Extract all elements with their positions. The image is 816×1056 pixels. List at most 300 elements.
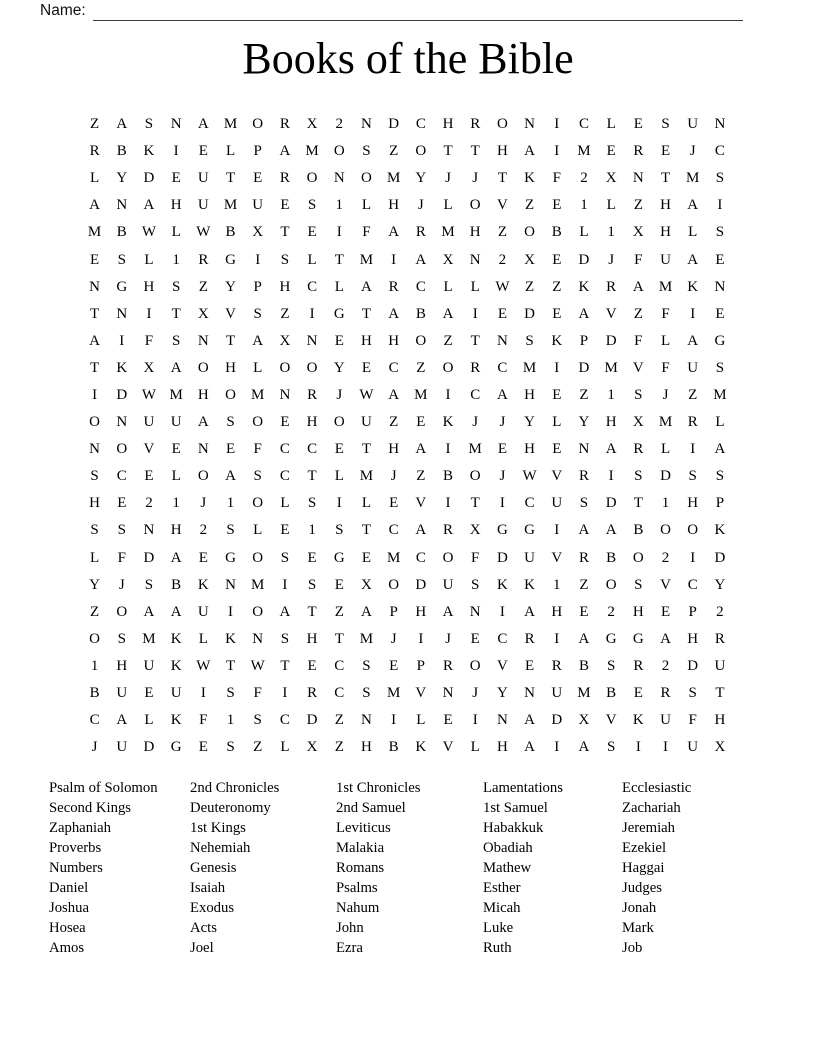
grid-cell: E [361, 359, 372, 376]
grid-cell: F [634, 332, 643, 349]
grid-cell: C [89, 712, 100, 729]
grid-cell: M [169, 386, 183, 403]
grid-cell: D [415, 576, 427, 593]
grid-cell: S [226, 739, 235, 756]
word-list-item: Psalm of Solomon [49, 780, 158, 796]
grid-cell: O [116, 603, 128, 620]
grid-cell: O [660, 522, 671, 539]
grid-cell: N [225, 576, 236, 593]
grid-cell: 1 [172, 495, 180, 512]
word-list-item: Nahum [336, 899, 380, 916]
grid-cell: I [445, 495, 451, 512]
grid-cell: Y [578, 414, 590, 431]
grid-cell: U [714, 657, 726, 674]
word-list-item: Isaiah [190, 879, 226, 896]
grid-cell: Z [688, 386, 698, 403]
grid-cell: A [687, 332, 699, 349]
grid-cell: J [608, 251, 615, 268]
grid-cell: M [223, 116, 238, 133]
grid-cell: I [309, 305, 315, 322]
grid-cell: G [333, 549, 345, 566]
grid-cell: E [307, 657, 317, 674]
grid-cell: O [469, 657, 481, 674]
grid-cell: K [116, 359, 128, 376]
grid-cell: W [141, 224, 157, 241]
grid-cell: X [442, 251, 454, 268]
grid-cell: F [471, 549, 480, 566]
word-list-column [336, 779, 420, 958]
grid-cell: R [198, 251, 209, 268]
grid-cell: A [170, 549, 182, 566]
grid-cell: S [253, 468, 262, 485]
word-list-column [622, 779, 691, 958]
grid-cell: O [388, 576, 400, 593]
grid-cell: D [388, 116, 400, 133]
grid-cell: S [90, 468, 99, 485]
grid-cell: O [469, 197, 481, 214]
grid-cell: E [253, 170, 263, 187]
name-underline [93, 5, 743, 21]
grid-cell: E [552, 386, 562, 403]
grid-cell: U [116, 739, 128, 756]
grid-cell: N [197, 332, 209, 349]
grid-cell: E [198, 549, 208, 566]
grid-cell: 1 [607, 224, 615, 241]
grid-cell: P [253, 278, 262, 295]
grid-cell: G [225, 251, 236, 268]
grid-cell: O [252, 495, 264, 512]
grid-cell: D [714, 549, 726, 566]
word-list-item: Ecclesiastic [622, 780, 692, 796]
grid-cell: R [89, 143, 100, 160]
grid-cell: A [415, 441, 427, 458]
grid-cell: I [228, 603, 234, 620]
grid-cell: M [251, 576, 265, 593]
grid-cell: N [279, 386, 291, 403]
grid-cell: Z [334, 739, 344, 756]
grid-cell: T [660, 170, 671, 187]
grid-cell: Z [525, 278, 535, 295]
grid-cell: A [89, 197, 101, 214]
grid-cell: S [715, 224, 725, 241]
grid-cell: L [470, 278, 480, 295]
grid-cell: K [578, 278, 590, 295]
grid-cell: 1 [661, 495, 670, 512]
word-list-item: Proverbs [49, 839, 102, 856]
grid-cell: J [472, 414, 479, 431]
grid-cell: M [577, 143, 591, 160]
grid-cell: O [469, 468, 481, 485]
grid-cell: H [660, 224, 671, 241]
grid-cell: O [197, 468, 209, 485]
grid-cell: U [687, 739, 699, 756]
word-list-item: Joshua [49, 899, 89, 916]
grid-cell: D [143, 739, 155, 756]
grid-cell: M [359, 468, 374, 485]
grid-cell: L [443, 197, 453, 214]
word-list-item: Nehemiah [190, 839, 251, 856]
grid-cell: P [416, 657, 426, 674]
grid-cell: Z [90, 116, 100, 133]
grid-cell: I [499, 603, 505, 620]
grid-cell: S [307, 495, 317, 512]
grid-cell: M [441, 224, 455, 241]
grid-cell: W [196, 224, 211, 241]
grid-cell: C [415, 278, 426, 295]
grid-cell: M [604, 359, 618, 376]
grid-cell: A [388, 305, 400, 322]
grid-cell: A [687, 251, 699, 268]
grid-cell: A [89, 332, 101, 349]
word-list-item: Ezekiel [622, 839, 667, 856]
grid-cell: I [336, 495, 342, 512]
grid-cell: U [116, 685, 128, 702]
grid-cell: T [497, 170, 507, 187]
grid-cell: N [306, 332, 318, 349]
grid-cell: K [442, 414, 454, 431]
grid-cell: C [497, 359, 508, 376]
grid-cell: O [306, 170, 318, 187]
grid-cell: P [389, 603, 398, 620]
grid-cell: Y [524, 414, 536, 431]
grid-cell: S [715, 468, 725, 485]
grid-cell: X [632, 224, 644, 241]
grid-cell: X [252, 224, 264, 241]
grid-cell: K [197, 576, 209, 593]
grid-cell: P [579, 332, 589, 349]
grid-cell: I [717, 197, 723, 214]
word-list-item: Zachariah [622, 799, 681, 816]
word-list-item: 2nd Chronicles [190, 780, 280, 796]
grid-cell: L [715, 414, 725, 431]
grid-cell: U [660, 712, 671, 729]
grid-cell: S [253, 712, 262, 729]
grid-cell: B [116, 224, 127, 241]
grid-cell: Y [714, 576, 726, 593]
grid-cell: M [522, 359, 537, 376]
grid-cell: D [687, 657, 699, 674]
name-label: Name: [40, 2, 86, 19]
grid-cell: R [388, 278, 399, 295]
grid-cell: M [386, 170, 401, 187]
grid-cell: I [391, 251, 397, 268]
grid-cell: S [715, 170, 725, 187]
grid-cell: G [714, 332, 726, 349]
grid-cell: 1 [607, 386, 615, 403]
grid-cell: M [686, 170, 700, 187]
grid-cell: 2 [580, 170, 588, 187]
grid-cell: I [472, 305, 478, 322]
grid-cell: T [443, 143, 453, 160]
grid-cell: H [442, 116, 454, 133]
grid-cell: J [662, 386, 669, 403]
grid-cell: D [116, 386, 128, 403]
word-list-item: Mathew [483, 859, 532, 876]
grid-cell: X [469, 522, 481, 539]
grid-cell: I [635, 739, 641, 756]
grid-cell: A [116, 116, 128, 133]
grid-cell: E [144, 685, 154, 702]
grid-cell: A [524, 712, 536, 729]
grid-cell: I [173, 143, 179, 160]
grid-cell: M [658, 278, 673, 295]
grid-cell: K [524, 576, 536, 593]
grid-cell: R [606, 278, 617, 295]
grid-cell: 2 [661, 657, 670, 674]
grid-cell: S [362, 657, 371, 674]
grid-cell: R [633, 143, 644, 160]
grid-cell: Y [225, 278, 236, 295]
grid-cell: H [714, 712, 726, 729]
grid-cell: J [472, 170, 479, 187]
grid-cell: E [144, 468, 154, 485]
grid-cell: F [117, 549, 126, 566]
grid-cell: C [470, 386, 481, 403]
grid-cell: R [524, 630, 535, 647]
grid-cell: V [225, 305, 236, 322]
grid-cell: E [280, 414, 290, 431]
grid-cell: E [171, 441, 181, 458]
grid-cell: K [170, 630, 182, 647]
grid-cell: M [577, 685, 591, 702]
grid-cell: T [361, 441, 372, 458]
grid-cell: S [226, 685, 235, 702]
grid-cell: A [442, 305, 454, 322]
grid-cell: H [496, 739, 508, 756]
word-list-item: 1st Kings [190, 819, 246, 836]
grid-cell: S [688, 685, 697, 702]
grid-cell: E [552, 197, 562, 214]
grid-cell: H [415, 603, 427, 620]
grid-cell: A [496, 386, 508, 403]
grid-cell: Z [389, 414, 399, 431]
grid-cell: 1 [335, 197, 344, 214]
grid-cell: S [117, 630, 126, 647]
grid-cell: K [687, 278, 699, 295]
grid-cell: J [689, 143, 696, 160]
grid-cell: I [554, 359, 560, 376]
grid-cell: 1 [226, 712, 235, 729]
word-list-item: 1st Samuel [483, 799, 548, 816]
grid-cell: U [551, 685, 563, 702]
grid-cell: S [634, 576, 643, 593]
grid-cell: A [170, 603, 182, 620]
grid-cell: G [116, 278, 128, 295]
grid-cell: Z [497, 224, 507, 241]
grid-cell: U [687, 359, 699, 376]
grid-cell: N [116, 305, 128, 322]
grid-cell: 2 [335, 116, 344, 133]
grid-cell: A [143, 197, 155, 214]
grid-cell: J [472, 685, 479, 702]
grid-cell: S [280, 251, 290, 268]
grid-cell: E [470, 630, 480, 647]
grid-cell: M [142, 630, 156, 647]
grid-cell: V [143, 441, 155, 458]
page-title: Books of the Bible [242, 34, 574, 83]
grid-cell: O [225, 386, 236, 403]
grid-cell: R [307, 685, 318, 702]
grid-cell: X [197, 305, 209, 322]
grid-cell: Z [253, 739, 263, 756]
word-list-item: Joel [190, 939, 214, 956]
grid-cell: H [469, 224, 481, 241]
grid-cell: N [89, 278, 101, 295]
grid-cell: M [87, 224, 102, 241]
grid-cell: K [415, 739, 427, 756]
word-list-item: Jeremiah [622, 819, 676, 836]
grid-cell: Z [280, 305, 290, 322]
grid-cell: A [442, 603, 454, 620]
grid-cell: M [305, 143, 319, 160]
word-list-item: Malakia [336, 839, 385, 856]
grid-cell: U [551, 495, 563, 512]
grid-cell: X [632, 414, 644, 431]
grid-cell: E [280, 522, 290, 539]
grid-cell: 2 [716, 603, 724, 620]
grid-cell: T [307, 603, 317, 620]
grid-cell: O [252, 116, 264, 133]
word-list-item: Leviticus [336, 819, 391, 836]
word-grid [81, 111, 734, 761]
grid-cell: W [141, 386, 157, 403]
grid-cell: N [714, 278, 726, 295]
grid-cell: N [252, 630, 264, 647]
grid-cell: S [579, 495, 589, 512]
grid-cell: E [715, 305, 725, 322]
grid-cell: L [361, 495, 372, 512]
grid-cell: H [388, 332, 400, 349]
grid-cell: R [633, 441, 644, 458]
grid-cell: J [390, 630, 397, 647]
grid-cell: A [660, 630, 671, 647]
grid-cell: I [445, 441, 451, 458]
grid-cell: L [470, 739, 480, 756]
grid-cell: R [687, 414, 698, 431]
grid-cell: G [605, 630, 617, 647]
grid-cell: V [660, 576, 671, 593]
grid-cell: F [253, 441, 262, 458]
word-list-item: Psalms [336, 879, 378, 896]
grid-cell: S [661, 116, 670, 133]
grid-cell: L [198, 630, 208, 647]
grid-cell: D [578, 251, 590, 268]
grid-cell: U [197, 197, 209, 214]
grid-cell: B [633, 522, 644, 539]
grid-cell: O [252, 549, 264, 566]
grid-cell: M [414, 386, 428, 403]
grid-cell: T [90, 359, 100, 376]
grid-cell: K [524, 170, 536, 187]
grid-cell: O [197, 359, 209, 376]
grid-cell: W [359, 386, 374, 403]
grid-cell: S [280, 630, 290, 647]
grid-cell: C [497, 630, 508, 647]
grid-cell: A [415, 522, 427, 539]
grid-cell: F [253, 685, 262, 702]
grid-cell: O [116, 441, 128, 458]
grid-cell: M [386, 685, 401, 702]
grid-cell: R [551, 657, 562, 674]
grid-cell: S [715, 359, 725, 376]
grid-cell: U [197, 170, 209, 187]
grid-cell: V [496, 197, 508, 214]
grid-cell: T [225, 332, 236, 349]
grid-cell: J [91, 739, 98, 756]
word-list-item: Haggai [622, 859, 665, 876]
word-list-item: Daniel [49, 879, 89, 896]
word-list-item: Jonah [622, 899, 657, 916]
grid-cell: B [415, 305, 426, 322]
grid-cell: G [170, 739, 182, 756]
word-list-item: Luke [483, 919, 514, 936]
grid-cell: A [388, 224, 400, 241]
grid-cell: M [359, 630, 374, 647]
grid-cell: A [388, 386, 400, 403]
grid-cell: U [143, 657, 155, 674]
grid-cell: D [524, 305, 536, 322]
grid-cell: J [417, 197, 424, 214]
grid-cell: 1 [226, 495, 235, 512]
grid-cell: R [633, 657, 644, 674]
grid-cell: S [171, 332, 181, 349]
grid-cell: L [443, 278, 453, 295]
grid-cell: S [226, 414, 235, 431]
grid-cell: F [688, 712, 697, 729]
name-row [40, 1, 743, 21]
word-list-item: Acts [190, 919, 217, 936]
grid-cell: C [334, 657, 345, 674]
grid-cell: H [89, 495, 101, 512]
grid-cell: Z [633, 197, 643, 214]
grid-cell: E [552, 441, 562, 458]
grid-cell: H [388, 441, 400, 458]
grid-cell: I [282, 576, 288, 593]
grid-cell: O [442, 549, 454, 566]
grid-cell: I [554, 522, 560, 539]
grid-cell: S [144, 576, 154, 593]
grid-cell: E [361, 549, 372, 566]
grid-cell: V [415, 685, 427, 702]
grid-cell: F [661, 305, 670, 322]
grid-cell: I [472, 712, 478, 729]
grid-cell: Y [415, 170, 427, 187]
grid-cell: C [415, 549, 426, 566]
grid-cell: J [390, 468, 397, 485]
grid-cell: E [633, 685, 643, 702]
grid-cell: E [606, 143, 616, 160]
grid-cell: E [389, 657, 399, 674]
word-list-item: Micah [483, 899, 521, 916]
grid-cell: C [279, 441, 290, 458]
grid-cell: X [306, 116, 318, 133]
grid-cell: R [470, 359, 481, 376]
grid-cell: L [334, 278, 344, 295]
grid-cell: B [225, 224, 236, 241]
grid-cell: K [551, 332, 563, 349]
grid-cell: V [551, 468, 563, 485]
grid-cell: R [578, 549, 589, 566]
grid-cell: 2 [661, 549, 670, 566]
grid-cell: R [279, 116, 290, 133]
grid-cell: E [660, 603, 671, 620]
grid-cell: I [690, 441, 696, 458]
grid-cell: E [579, 603, 589, 620]
grid-cell: E [117, 495, 127, 512]
grid-cell: N [496, 712, 508, 729]
grid-cell: C [388, 522, 399, 539]
grid-cell: 1 [172, 251, 180, 268]
